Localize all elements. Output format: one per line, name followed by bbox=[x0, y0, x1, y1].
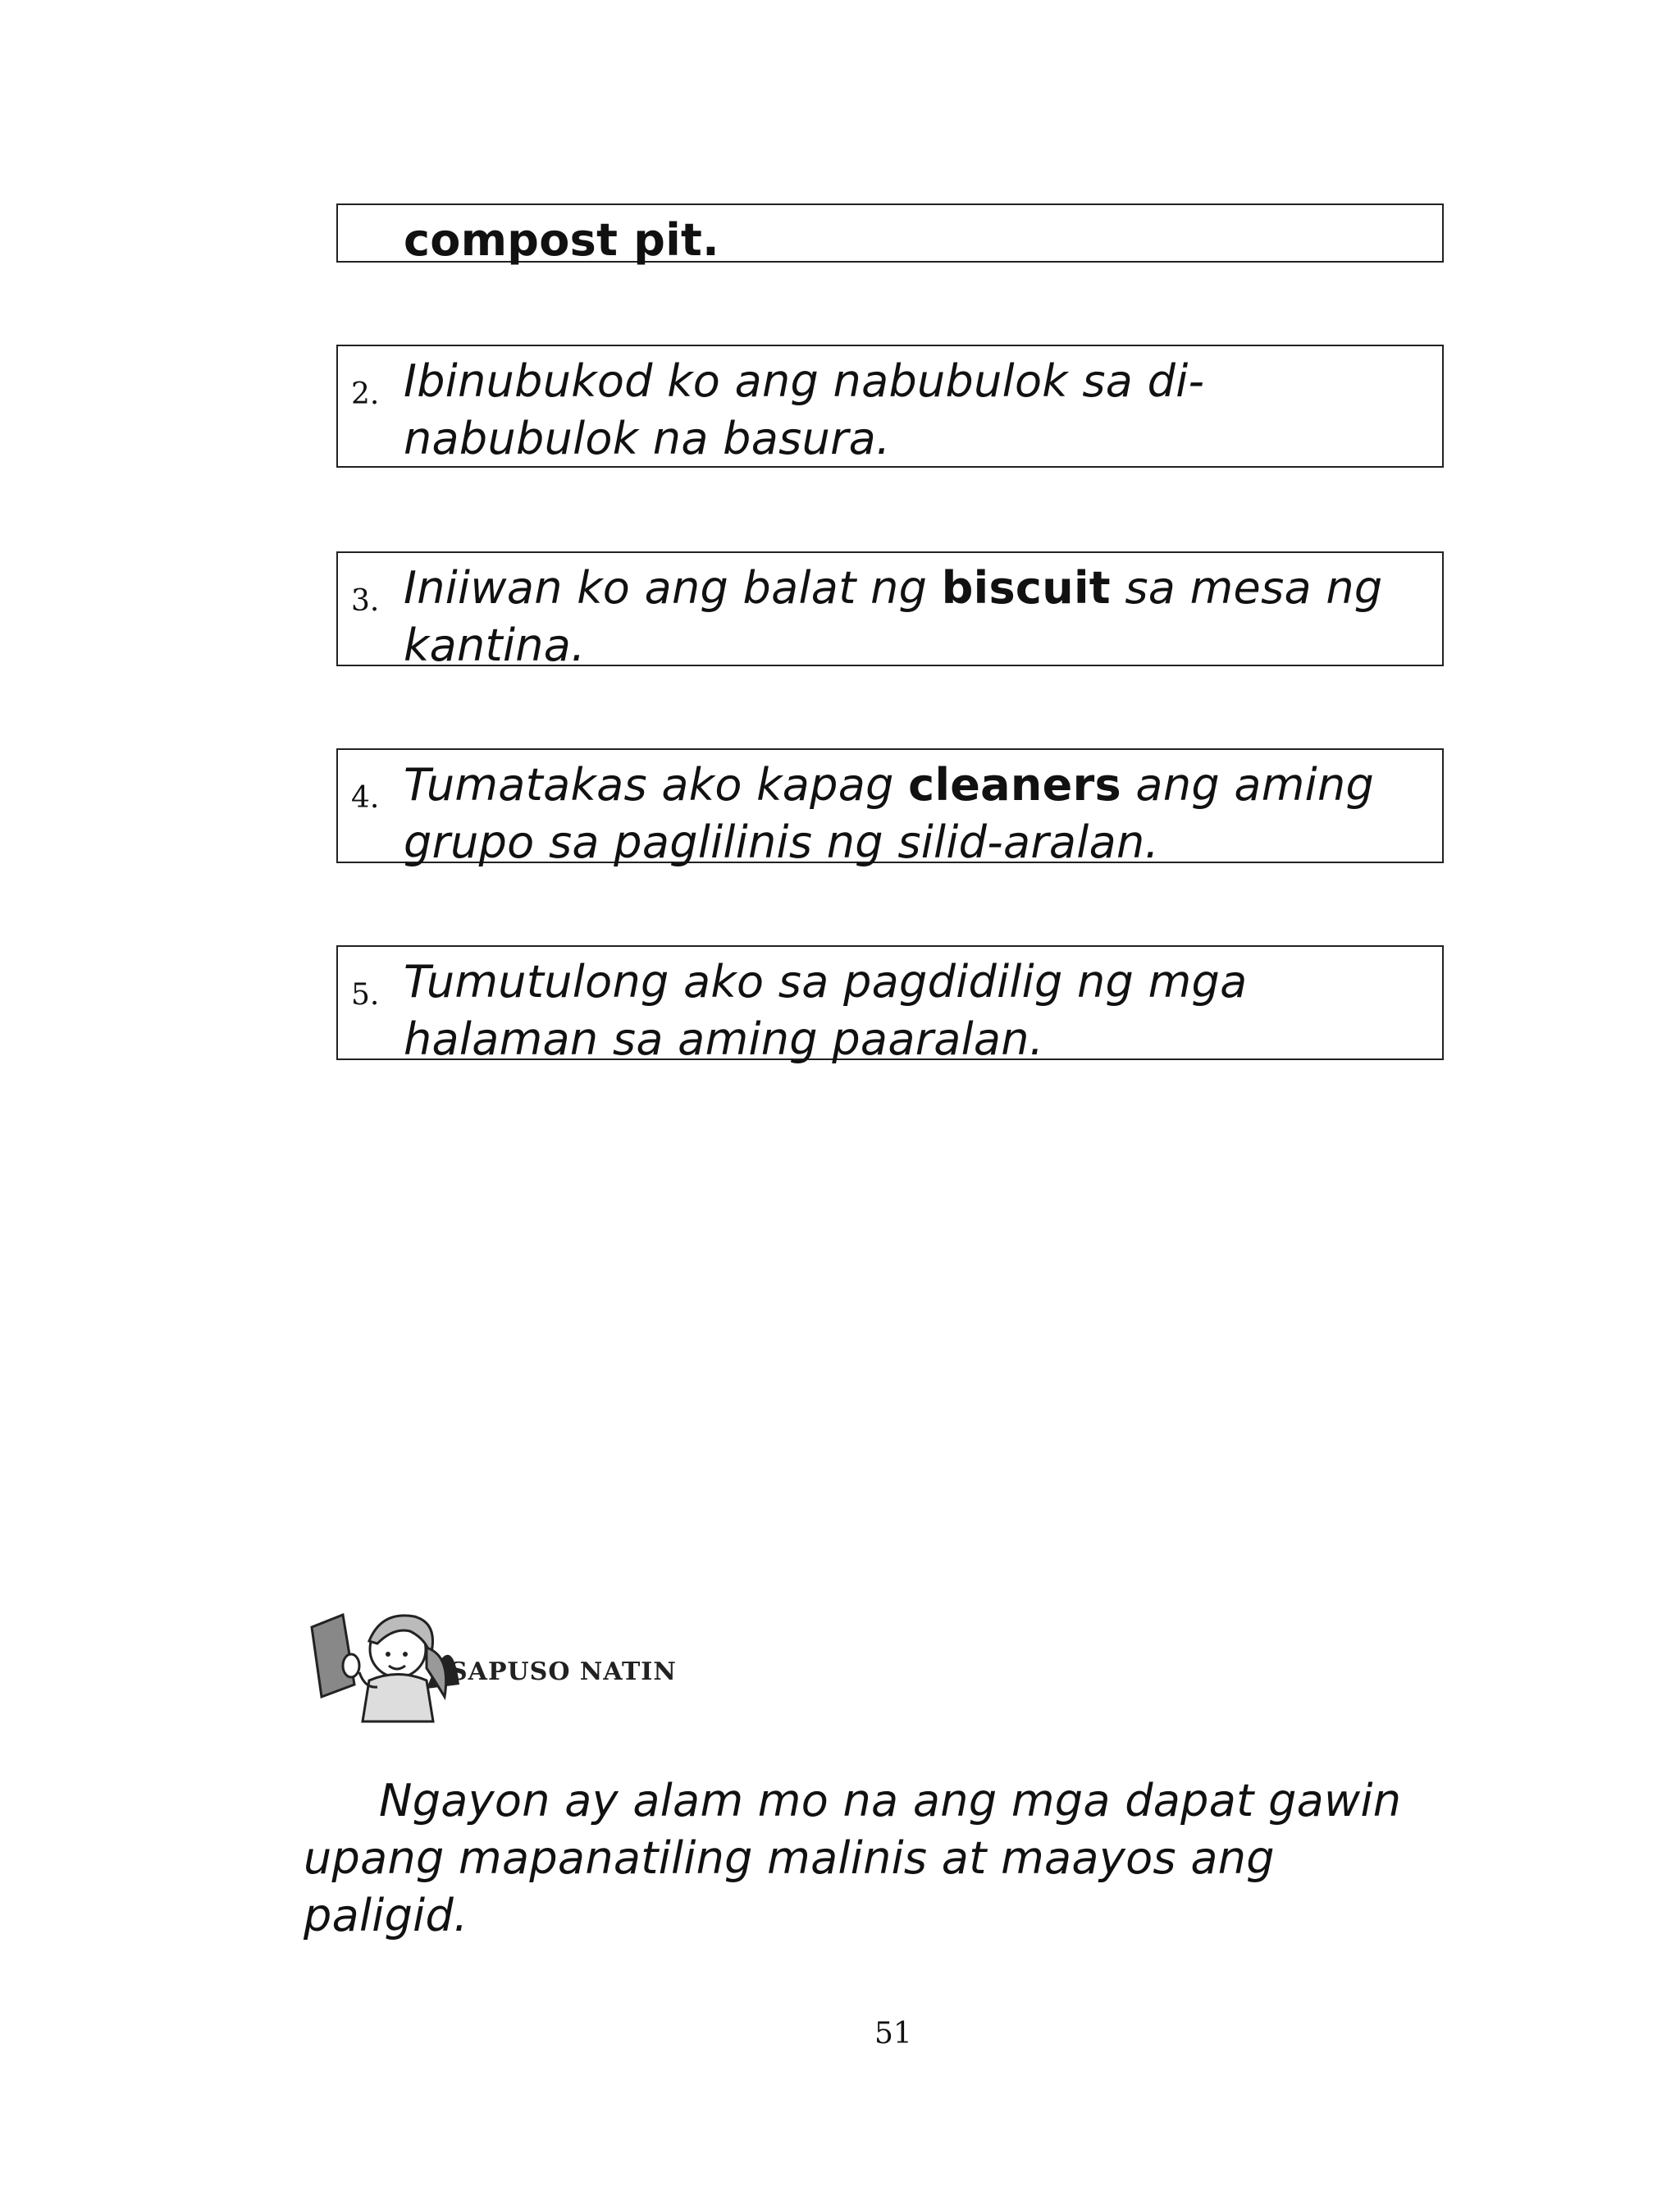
item-text-segment: Ibinubukod ko ang nabubulok sa di- bbox=[404, 355, 1205, 407]
item-text-segment: Tumatakas ako kapag bbox=[404, 759, 909, 811]
item-number: 2. bbox=[351, 377, 380, 411]
item-text-segment: halaman sa aming paaralan. bbox=[404, 1013, 1044, 1065]
item-number: 3. bbox=[351, 584, 380, 618]
item-text bbox=[404, 212, 1426, 269]
item-box-5 bbox=[336, 945, 1444, 1065]
item-text-segment: grupo sa paglilinis ng silid-aralan. bbox=[404, 816, 1159, 868]
item-text-segment: nabubulok na basura. bbox=[404, 413, 891, 464]
item-number: 4. bbox=[351, 781, 380, 815]
item-text-segment: Iniiwan ko ang balat ng bbox=[404, 562, 942, 614]
item-text-segment: kantina. bbox=[404, 620, 586, 671]
item-text-segment: sa mesa ng bbox=[1110, 562, 1383, 614]
item-text-segment: ang aming bbox=[1121, 759, 1375, 811]
page-number: 51 bbox=[874, 2017, 912, 2051]
bold-term: biscuit bbox=[941, 562, 1111, 614]
bold-term: cleaners bbox=[908, 759, 1121, 811]
section-title: SAPUSO NATIN bbox=[450, 1657, 677, 1686]
item-text bbox=[404, 953, 1426, 1068]
item-text-segment: . bbox=[702, 214, 719, 266]
closing-line-1-text: Ngayon ay alam mo na ang mga dapat gawin bbox=[379, 1775, 1402, 1827]
item-box-1 bbox=[336, 203, 1444, 266]
item-text bbox=[404, 757, 1426, 871]
item-number: 5. bbox=[351, 978, 380, 1012]
closing-line-1 bbox=[304, 1772, 1452, 1830]
closing-paragraph bbox=[304, 1772, 1452, 1945]
item-text bbox=[404, 560, 1426, 674]
item-text bbox=[404, 353, 1426, 468]
item-box-2 bbox=[336, 345, 1444, 468]
closing-line-2: upang mapanatiling malinis at maayos ang paligid. bbox=[304, 1832, 1275, 1941]
item-box-3 bbox=[336, 551, 1444, 671]
item-text-segment: Tumutulong ako sa pagdidilig ng mga bbox=[404, 956, 1248, 1008]
item-box-4 bbox=[336, 748, 1444, 868]
bold-term: compost pit bbox=[404, 214, 703, 266]
